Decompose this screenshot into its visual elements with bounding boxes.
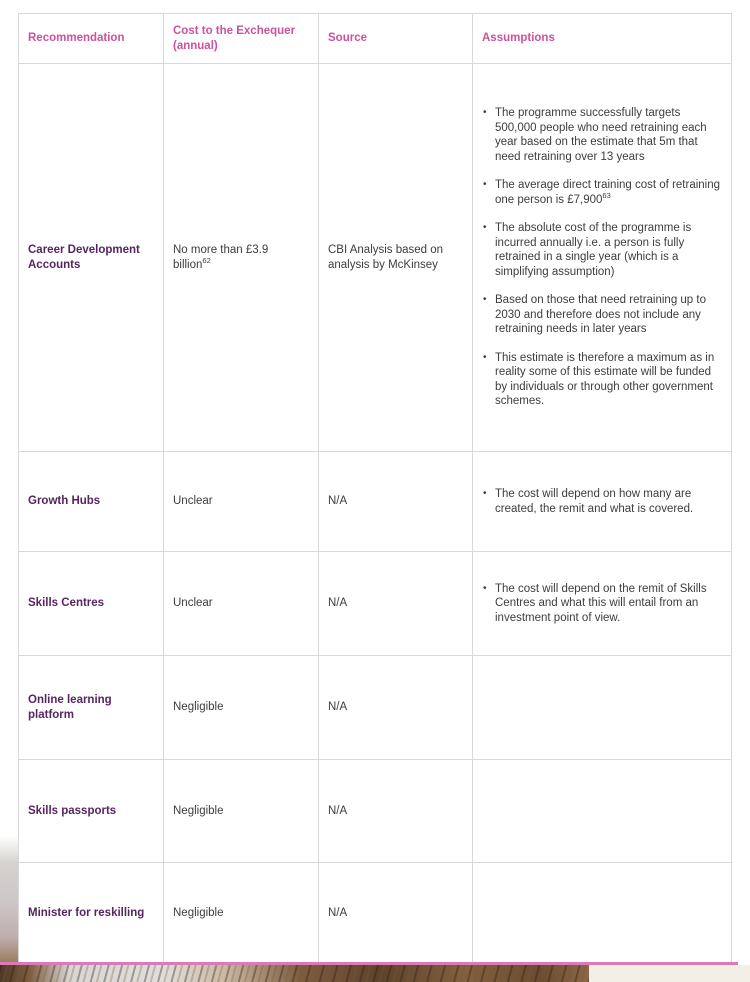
assumptions-list [482,582,722,626]
cell-cost [164,863,319,963]
source-text: N/A [328,495,348,508]
cell-assumptions [473,863,732,963]
cell-cost [164,452,319,552]
table-row [19,863,732,963]
cell-recommendation [19,452,164,552]
cell-recommendation [19,64,164,452]
cost-text: Negligible [173,701,224,714]
assumptions-list [482,487,722,516]
assumption-item [482,293,722,337]
recommendation-label: Skills Centres [28,597,105,610]
cost-text: Negligible [173,804,224,817]
assumption-item [482,178,722,207]
photo-hair-texture [0,965,589,982]
cell-source [319,452,473,552]
table-row [19,64,732,452]
header-cost: Cost to the Exchequer (annual) [164,14,319,64]
assumption-item [482,351,722,409]
footnote-ref: 63 [602,190,611,200]
cell-source [319,552,473,656]
cell-recommendation [19,552,164,656]
cost-text: Unclear [173,597,213,610]
cell-recommendation [19,863,164,963]
assumption-text: The average direct training cost of retraining one person is £7,900 [495,179,721,206]
cell-assumptions [473,656,732,760]
assumption-item [482,106,722,164]
header-recommendation: Recommendation [19,14,164,64]
assumption-text: Based on those that need retraining up to 2030 and therefore does not include any retraining needs in later years [495,294,706,336]
cell-recommendation [19,760,164,863]
cell-cost [164,64,319,452]
table-row [19,452,732,552]
recommendation-label: Career Development Accounts [28,244,140,271]
assumptions-list [482,106,722,409]
header-assumptions: Assumptions [473,14,732,64]
cost-recommendations-table [18,13,732,963]
source-text: N/A [328,804,348,817]
assumption-text: The cost will depend on how many are created, the remit and what is covered. [495,488,694,515]
cell-recommendation [19,656,164,760]
footnote-ref: 62 [202,255,211,265]
cell-source [319,760,473,863]
assumption-text: The cost will depend on the remit of Skills Centres and what this will entail from an investment point of view. [495,582,707,624]
recommendation-label: Skills passports [28,804,117,817]
cell-assumptions [473,64,732,452]
cell-cost [164,760,319,863]
recommendation-label: Online learning platform [28,694,112,721]
assumption-item [482,221,722,279]
cell-source [319,863,473,963]
cell-source [319,656,473,760]
cell-assumptions [473,760,732,863]
cost-value [173,243,293,272]
cell-assumptions [473,452,732,552]
source-text: N/A [328,906,348,919]
assumption-item [482,487,722,516]
cell-cost [164,552,319,656]
cost-text: No more than £3.9 billion [173,244,269,271]
cell-assumptions [473,552,732,656]
recommendation-label: Minister for reskilling [28,906,145,919]
assumption-item [482,582,722,626]
source-text: N/A [328,597,348,610]
source-text: CBI Analysis based on analysis by McKinsey [328,244,444,271]
table-row [19,760,732,863]
cell-source [319,64,473,452]
cell-cost [164,656,319,760]
table-row [19,656,732,760]
assumption-text: This estimate is therefore a maximum as in reality some of this estimate will be funded by individuals or through other government schemes. [495,351,715,408]
background-photo [0,965,750,982]
cost-text: Unclear [173,495,213,508]
cost-text: Negligible [173,906,224,919]
assumption-text: The absolute cost of the programme is incurred annually i.e. a person is fully retrained in a single year (which is a simplifying assumption) [495,222,692,278]
table-row [19,552,732,656]
recommendation-label: Growth Hubs [28,495,101,508]
header-source: Source [319,14,473,64]
assumption-text: The programme successfully targets 500,000 people who need retraining each year based on the estimate that 5m that need retraining over 13 years [495,107,707,163]
table-header-row [19,14,732,64]
background-photo-edge [0,836,18,962]
source-text: N/A [328,701,348,714]
